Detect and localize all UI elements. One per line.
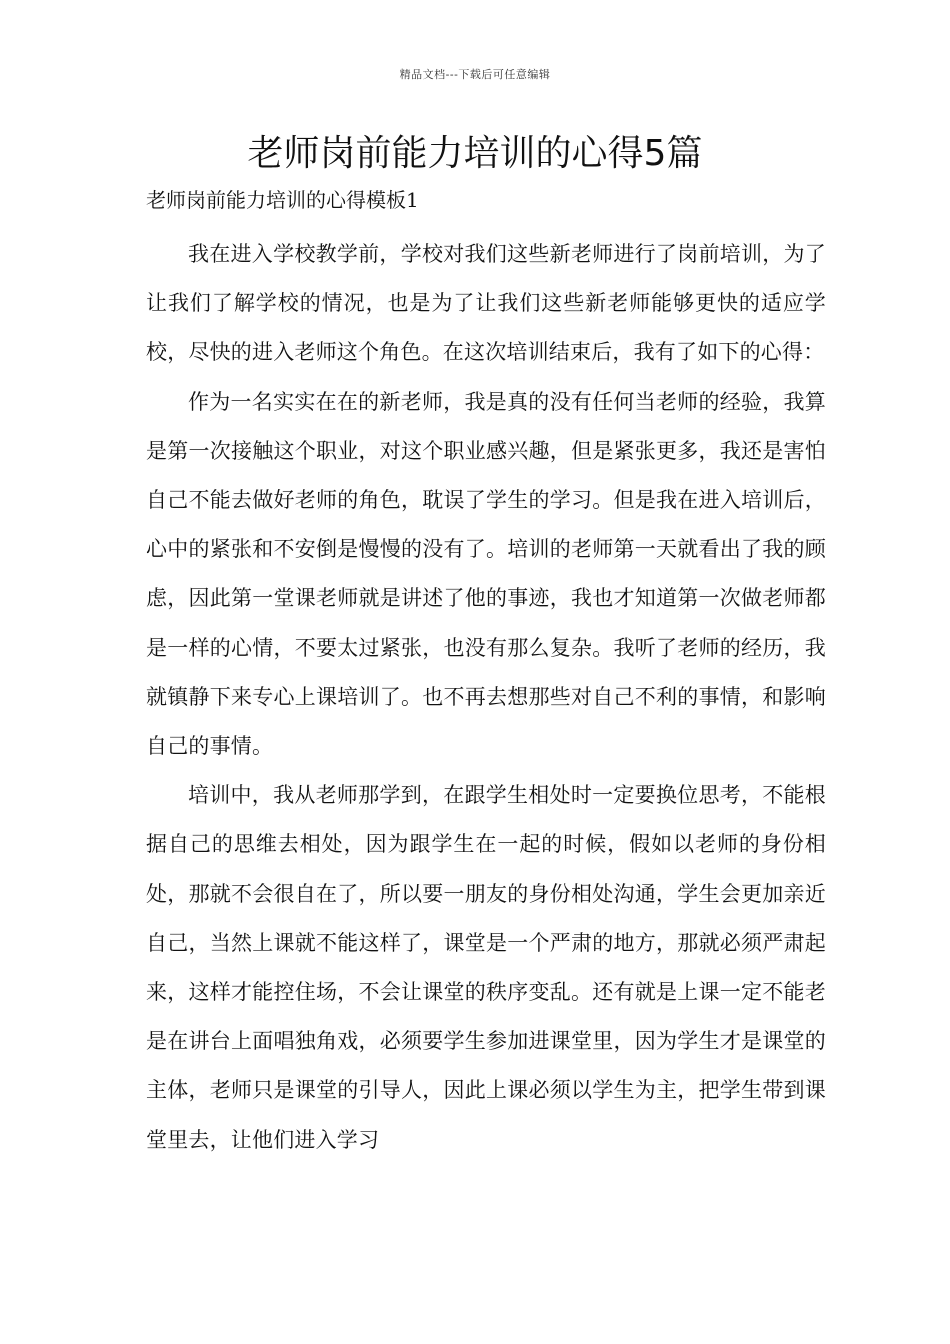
- page-header: 精品文档---下载后可任意编辑: [399, 68, 551, 81]
- paragraph-3: 培训中，我从老师那学到，在跟学生相处时一定要换位思考，不能根据自己的思维去相处，因为跟学生在一起的时候，假如以老师的身份相处，那就不会很自在了，所以要一朋友的身份相处沟通，学生会更加亲近自己，当然上课就不能这样了，课堂是一个严肃的地方，那就必须严肃起来，这样才能控住场，不会让课堂的秩序变乱。还有就是上课一定不能老是在讲台上面唱独角戏，必须要学生参加进课堂里，因为学生才是课堂的主体，老师只是课堂的引导人，因此上课必须以学生为主，把学生带到课堂里去，让他们进入学习: [146, 783, 826, 1152]
- paragraph-1: 我在进入学校教学前，学校对我们这些新老师进行了岗前培训，为了让我们了解学校的情况，也是为了让我们这些新老师能够更快的适应学校，尽快的进入老师这个角色。在这次培训结束后，我有了如下的心得：: [146, 242, 826, 365]
- section-subtitle: 老师岗前能力培训的心得模板1: [146, 188, 419, 212]
- document-body: [146, 230, 826, 1165]
- document-title: 老师岗前能力培训的心得5篇: [247, 133, 703, 174]
- paragraph-2: 作为一名实实在在的新老师，我是真的没有任何当老师的经验，我算是第一次接触这个职业，对这个职业感兴趣，但是紧张更多，我还是害怕自己不能去做好老师的角色，耽误了学生的学习。但是我在进入培训后，心中的紧张和不安倒是慢慢的没有了。培训的老师第一天就看出了我的顾虑，因此第一堂课老师就是讲述了他的事迹，我也才知道第一次做老师都是一样的心情，不要太过紧张，也没有那么复杂。我听了老师的经历，我就镇静下来专心上课培训了。也不再去想那些对自己不利的事情，和影响自己的事情。: [146, 389, 826, 759]
